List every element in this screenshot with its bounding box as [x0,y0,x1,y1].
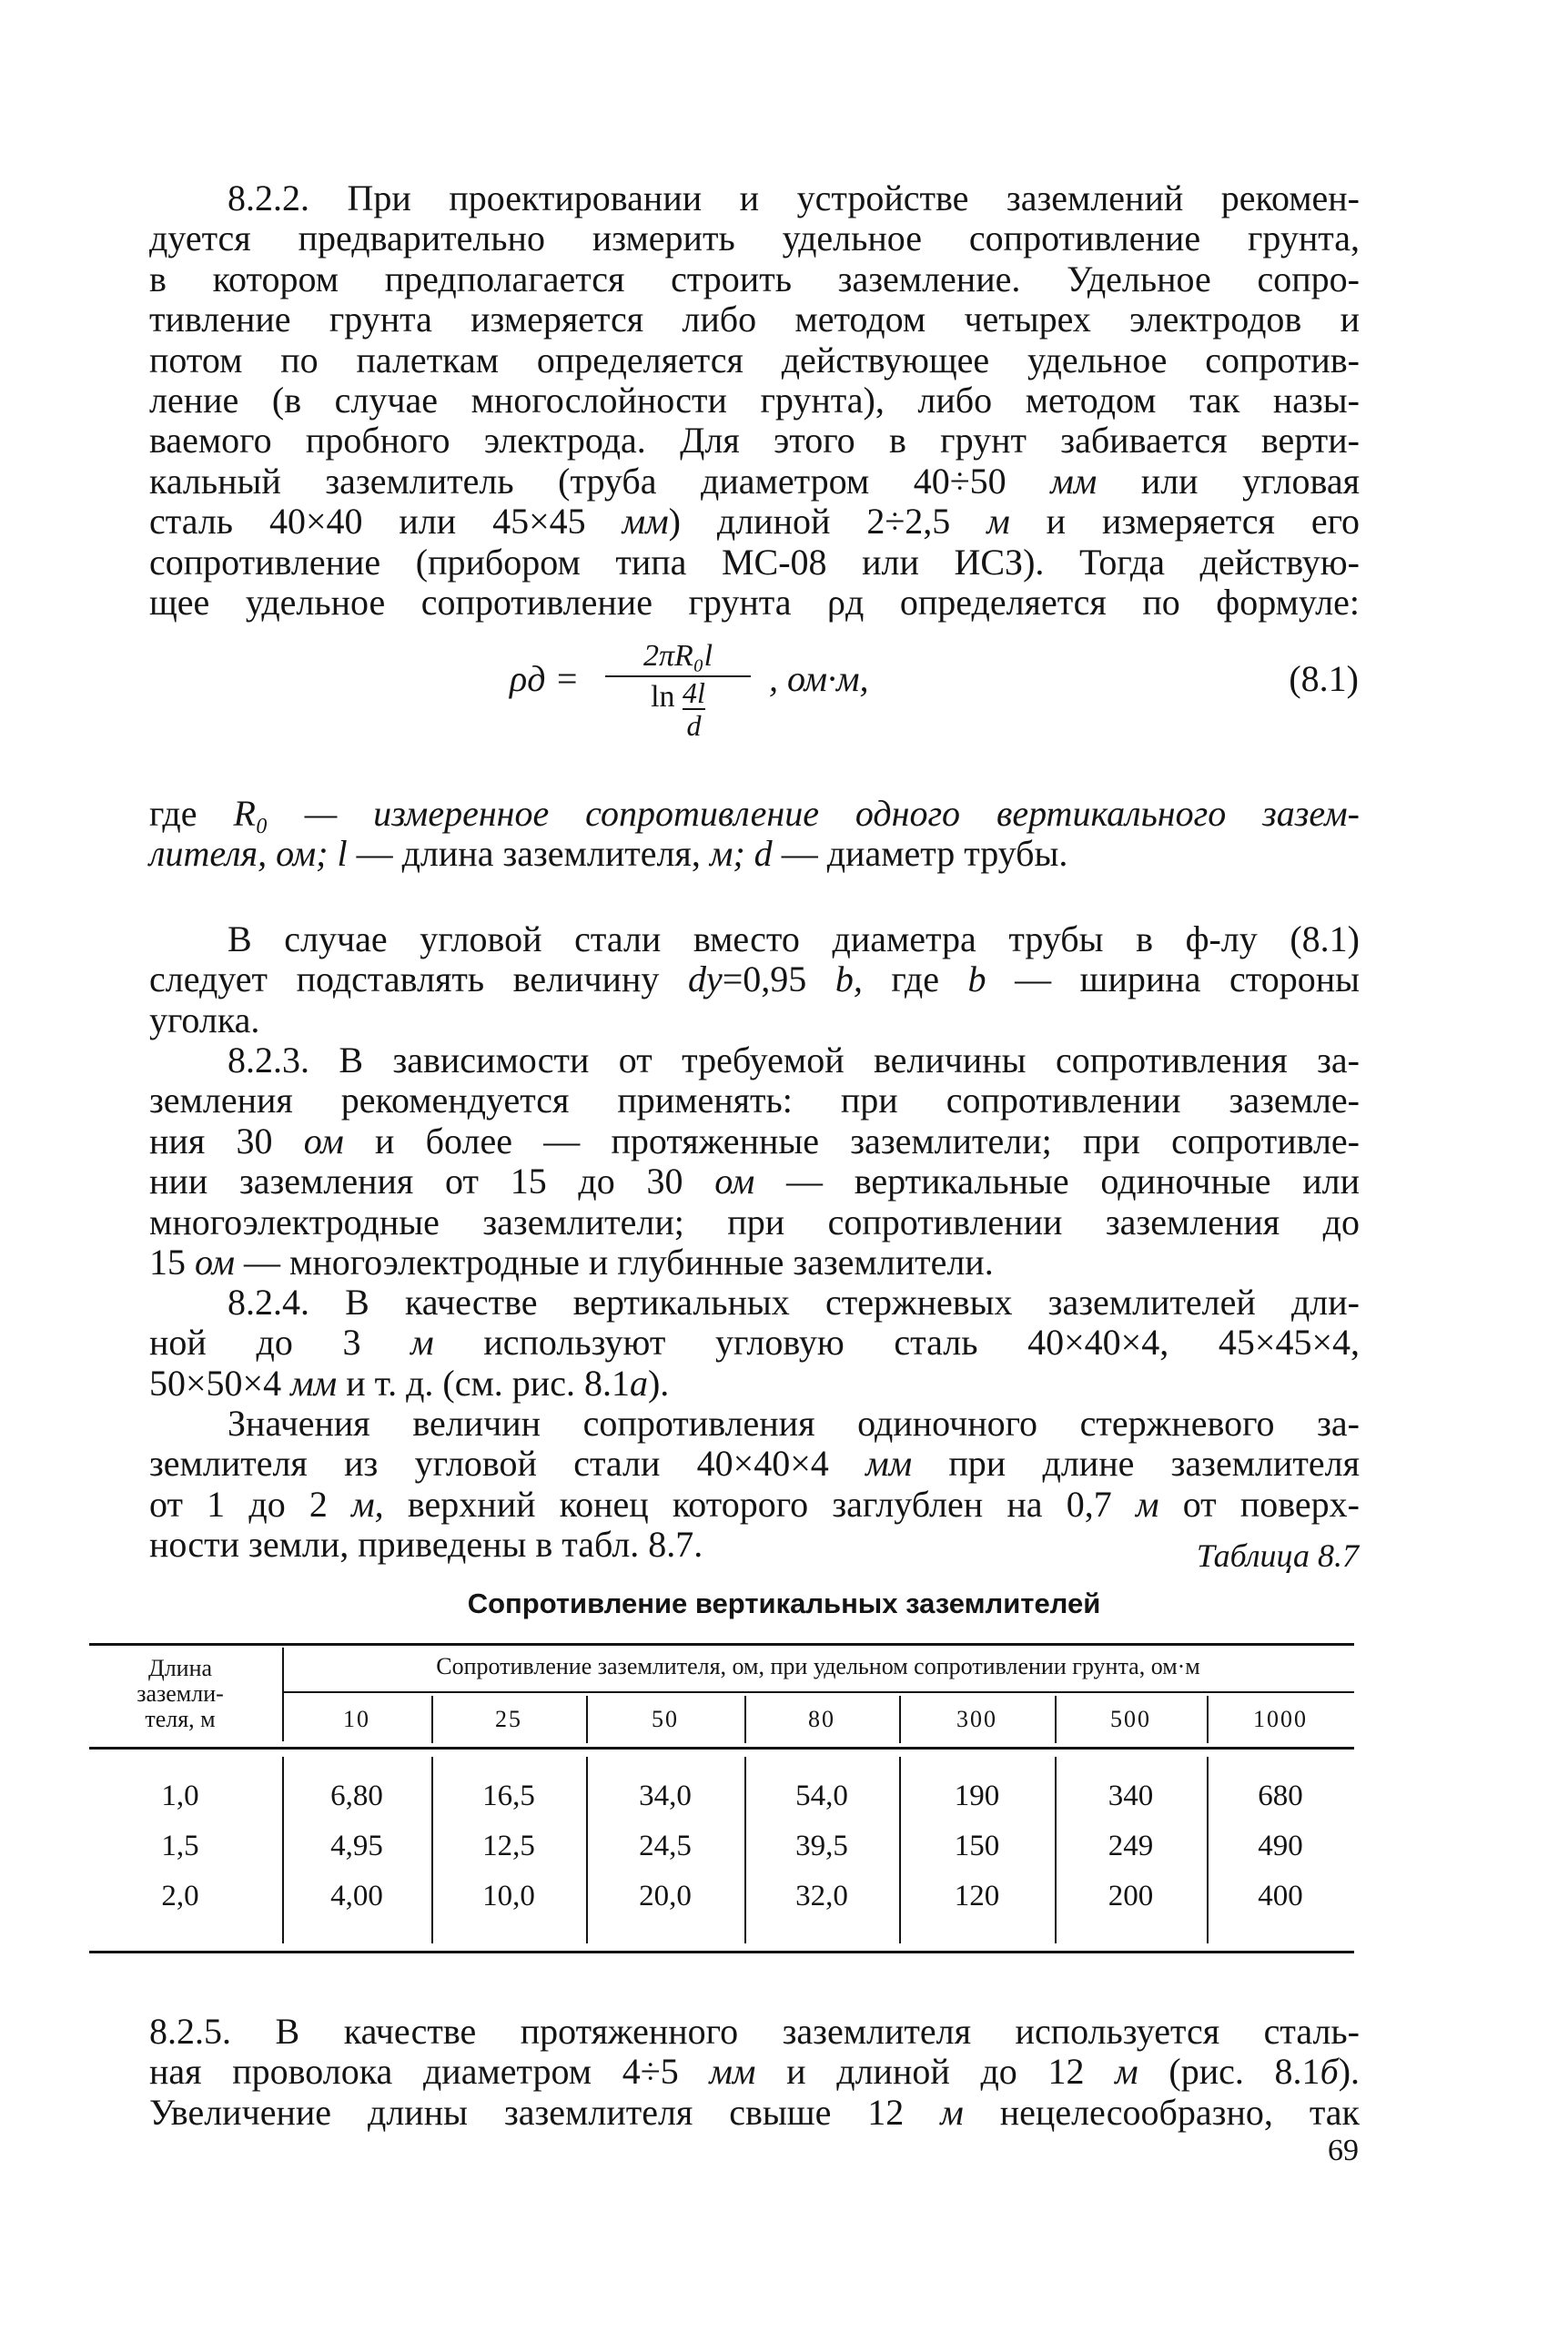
row-length: 1,0 [161,1780,199,1812]
text-segment: или угловая [1097,460,1360,502]
text-segment: в котором предполагается строить заземление. Удельное сопро- [149,258,1360,299]
italic-segment: мм [1050,460,1098,502]
formula-number: (8.1) [1289,658,1359,699]
italic-segment: b, [835,959,863,1000]
table-cell: 200 [1108,1880,1154,1912]
text-line [149,959,1360,999]
italic-segment: лителя, ом; l [149,833,348,875]
text-line [149,543,1360,583]
text-line [149,1525,1360,1565]
table-cell: 340 [1108,1780,1154,1812]
column-header: 50 [652,1706,679,1732]
text-line [149,340,1360,380]
text-segment: многоэлектродные заземлители; при сопротивлении заземления до [149,1201,1360,1243]
formula-8-1 [0,637,1568,774]
paragraph-where [149,794,1360,875]
text-line [149,583,1360,623]
text-segment: =0,95 [722,959,835,1000]
text-segment: сопротивление (прибором типа МС-08 или ИСЗ). Тогда действую- [149,541,1360,583]
table-cell: 39,5 [795,1830,848,1862]
formula-inner-numerator: 4l [683,676,705,709]
table-cell: 12,5 [482,1830,535,1862]
column-header: 25 [495,1706,522,1732]
italic-segment: ом [714,1161,755,1202]
text-segment: от поверх- [1158,1483,1360,1525]
italic-segment: dу [687,959,723,1000]
text-segment: следует подставлять величину [149,959,688,1000]
text-segment: при длине заземлителя [912,1443,1361,1485]
italic-segment: мм [865,1443,913,1485]
text-segment: землителя из угловой стали 40×40×4 [149,1443,866,1485]
paragraph-angle-steel [149,919,1360,1040]
text-line [149,259,1360,299]
text-segment: где [862,959,968,1000]
text-segment: сталь 40×40 или 45×45 [149,501,622,543]
table-cell: 24,5 [639,1830,692,1862]
column-header: 300 [956,1706,997,1732]
text-segment: В случае угловой стали вместо диаметра трубы в ф-лу (8.1) [228,918,1360,959]
text-line [149,1161,1360,1202]
text-segment: нии заземления от 15 до 30 [149,1161,715,1202]
table-cell: 34,0 [639,1780,692,1812]
column-header: 500 [1110,1706,1151,1732]
paragraph-8-2-2 [149,178,1360,623]
table-cell: 54,0 [795,1780,848,1812]
text-segment: используют угловую сталь 40×40×4, 45×45×4, [433,1322,1360,1364]
text-segment: и измеряется его [1009,501,1361,543]
table-cell: 190 [954,1780,1000,1812]
column-header: 1000 [1253,1706,1308,1732]
text-segment: ). [1338,2051,1361,2093]
text-segment: 8.2.2. При проектировании и устройстве заземлений рекомен- [228,178,1360,218]
text-line [149,1485,1360,1525]
text-segment: верхний конец которого заглублен на 0,7 [383,1483,1136,1525]
text-segment: 8.2.4. В качестве вертикальных стержневых заземлителей дли- [228,1282,1360,1323]
italic-segment: мм [622,501,669,543]
text-segment: 8.2.5. В качестве протяженного заземлителя используется сталь- [149,2011,1360,2052]
table-cell: 680 [1258,1780,1303,1812]
italic-segment: б [1320,2051,1339,2093]
formula-numerator: 2πR₀l [642,639,713,673]
text-segment: уголка. [149,999,260,1040]
table-cell: 16,5 [482,1780,535,1812]
text-line [149,1121,1360,1161]
text-segment: ности земли, приведены в табл. 8.7. [149,1524,703,1566]
formula-ln: ln [651,680,675,714]
italic-segment: а [629,1362,648,1404]
table-cell: 6,80 [330,1780,383,1812]
text-line [149,1080,1360,1121]
italic-segment: м [1115,2051,1138,2093]
page-number: 69 [1328,2134,1359,2167]
text-segment: где [149,793,234,834]
text-segment: — длина заземлителя, [347,833,710,875]
text-segment: Увеличение длины заземлителя свыше 12 [149,2091,941,2133]
text-segment: нецелесообразно, так [963,2091,1360,2133]
italic-segment: мм [290,1362,338,1404]
italic-segment: м [410,1322,434,1364]
table-cell: 10,0 [482,1880,535,1912]
italic-segment: мм [709,2051,756,2093]
formula-denominator [605,676,751,742]
text-line [149,1202,1360,1243]
text-segment: Значения величин сопротивления одиночного стержневого за- [228,1403,1360,1444]
text-segment: дуется предварительно измерить удельное сопротивление грунта, [149,218,1360,259]
text-segment: 50×50×4 [149,1362,291,1404]
text-segment: — ширина стороны [986,959,1361,1000]
text-segment: ). [647,1362,670,1404]
table-cell: 400 [1258,1880,1303,1912]
text-segment: 8.2.3. В зависимости от требуемой величины сопротивления за- [228,1040,1360,1080]
italic-segment: м; d [709,833,773,875]
text-segment: — многоэлектродные и глубинные заземлители. [235,1241,994,1283]
text-line [149,1243,1360,1283]
text-line [149,1040,1360,1080]
table-cell: 20,0 [639,1880,692,1912]
formula-inner-denominator: d [683,708,705,741]
row-header [89,1656,271,1732]
text-segment: кальный заземлитель (труба диаметром 40÷50 [149,460,1051,502]
paragraph-values [149,1404,1360,1566]
table-cell: 4,95 [330,1830,383,1862]
formula-unit: , ом·м, [769,658,869,699]
group-header: Сопротивление заземлителя, ом, при удельном сопротивлении грунта, ом·м [436,1653,1200,1679]
table-cell: 150 [954,1830,1000,1862]
text-segment: потом по палеткам определяется действующее удельное сопротив- [149,339,1360,380]
italic-segment: м [986,501,1010,543]
table-cell: 120 [954,1880,1000,1912]
text-segment: земления рекомендуется применять: при сопротивлении заземле- [149,1080,1360,1121]
italic-segment: ом [195,1241,236,1283]
text-segment: — вертикальные одиночные или [754,1161,1360,1202]
text-line [149,502,1360,542]
paragraph-8-2-4 [149,1283,1360,1404]
text-segment: (рис. 8.1 [1138,2051,1320,2093]
text-line [149,1283,1360,1323]
text-segment: и длиной до 12 [755,2051,1116,2093]
text-line [149,834,1360,874]
text-line [149,2052,1360,2092]
table-cell: 249 [1108,1830,1154,1862]
table-cell: 4,00 [330,1880,383,1912]
text-segment: и более — протяженные заземлители; при сопротивле- [343,1120,1361,1161]
table-title: Сопротивление вертикальных заземлителей [467,1587,1101,1619]
text-line [149,421,1360,461]
text-segment: ваемого пробного электрода. Для этого в грунт забивается верти- [149,420,1360,462]
table-caption: Таблица 8.7 [1196,1537,1359,1574]
text-line [149,2093,1360,2133]
text-segment: ) длиной 2÷2,5 [668,501,987,543]
column-header: 80 [808,1706,835,1732]
text-segment: от 1 до 2 [149,1483,352,1525]
column-header: 10 [343,1706,370,1732]
italic-segment: b [967,959,986,1000]
text-line [149,218,1360,259]
italic-segment: ом [303,1120,344,1161]
text-line [149,2012,1360,2052]
text-line [149,1364,1360,1404]
paragraph-8-2-5 [149,2012,1360,2133]
table-cell: 32,0 [795,1880,848,1912]
text-line [149,462,1360,502]
resistance-table [89,1643,1354,1953]
text-line [149,299,1360,340]
text-segment: ной до 3 [149,1322,411,1364]
text-segment: щее удельное сопротивление грунта ρд определяется по формуле: [149,581,1360,623]
text-line [149,1444,1360,1484]
italic-segment: м [1135,1483,1159,1525]
text-segment: 15 [149,1241,195,1283]
italic-segment: м, [351,1483,384,1525]
row-length: 2,0 [161,1880,199,1912]
row-header-label: Длина заземли-теля, м [137,1655,224,1732]
text-line [149,380,1360,421]
italic-segment: м [940,2091,964,2133]
text-segment: ния 30 [149,1120,304,1161]
text-segment: — диаметр трубы. [772,833,1068,875]
row-length: 1,5 [161,1830,199,1862]
text-line [149,1323,1360,1363]
text-line [149,1000,1360,1040]
text-segment: и т. д. (см. рис. 8.1 [337,1362,630,1404]
text-segment: тивление грунта измеряется либо методом четырех электродов и [149,299,1360,340]
text-segment: ление (в случае многослойности грунта), либо методом так назы- [149,379,1360,421]
paragraph-8-2-3 [149,1040,1360,1283]
italic-segment: R₀ — измеренное сопротивление одного вертикального зазем- [233,793,1360,834]
text-line [149,1404,1360,1444]
text-line [149,794,1360,834]
text-line [149,919,1360,959]
table-cell: 490 [1258,1830,1303,1862]
formula-lhs: ρд = [510,658,580,699]
text-line [149,178,1360,218]
text-segment: ная проволока диаметром 4÷5 [149,2051,710,2093]
formula-fraction [605,637,751,742]
